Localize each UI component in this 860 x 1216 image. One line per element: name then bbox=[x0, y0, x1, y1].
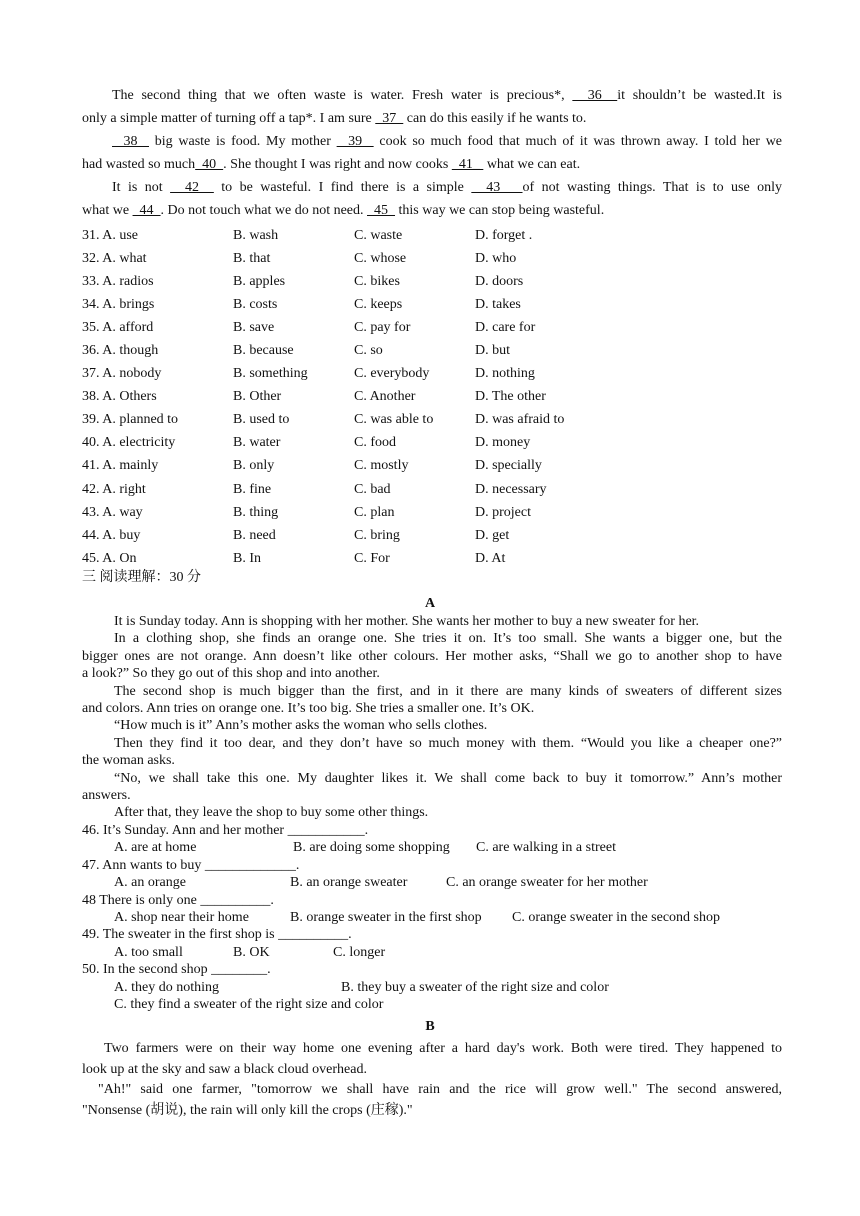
passage-line: After that, they leave the shop to buy some other things. bbox=[114, 805, 429, 821]
passage-line: “How much is it” Ann’s mother asks the woman who sells clothes. bbox=[114, 718, 488, 734]
option-choice: 43. A. way bbox=[82, 504, 143, 520]
passage-b bbox=[82, 1039, 782, 1121]
passage-line: “No, we shall take this one. My daughter likes it. We shall come back to buy it tomorrow.” Ann’s mother bbox=[114, 770, 782, 786]
question-option: A. are at home bbox=[114, 840, 197, 856]
option-choice: 39. A. planned to bbox=[82, 412, 179, 428]
passage-line: answers. bbox=[82, 788, 131, 804]
option-choice: B. thing bbox=[233, 504, 279, 520]
option-choice: C. bad bbox=[354, 481, 391, 497]
option-choice: 33. A. radios bbox=[82, 274, 154, 290]
questions-a bbox=[82, 822, 782, 1013]
passage-line: "Nonsense (胡说), the rain will only kill the crops (庄稼)." bbox=[82, 1102, 413, 1118]
option-choice: 44. A. buy bbox=[82, 527, 141, 543]
question-option: A. an orange bbox=[114, 875, 186, 891]
option-choice: D. At bbox=[475, 550, 506, 566]
passage-line: a look?” So they go out of this shop and into another. bbox=[82, 666, 380, 682]
option-choice: D. forget . bbox=[475, 228, 533, 243]
option-row bbox=[82, 362, 782, 385]
option-choice: 38. A. Others bbox=[82, 389, 157, 405]
cloze-paragraph-3 bbox=[82, 176, 782, 222]
question-option: C. are walking in a street bbox=[476, 840, 616, 856]
option-choice: C. was able to bbox=[354, 412, 434, 428]
question-option: B. an orange sweater bbox=[290, 875, 408, 891]
text-line: It is not 42 to be wasteful. I find there is a simple 43 of not wasting things. That is to use only bbox=[112, 180, 783, 195]
option-choice: C. Another bbox=[354, 389, 416, 405]
option-choice: B. need bbox=[233, 527, 276, 543]
option-choice: 32. A. what bbox=[82, 251, 147, 267]
question-stem: 46. It’s Sunday. Ann and her mother ___________. bbox=[82, 823, 369, 838]
option-choice: B. that bbox=[233, 251, 271, 267]
option-row bbox=[82, 547, 782, 570]
option-choice: C. bikes bbox=[354, 274, 400, 290]
option-row bbox=[82, 501, 782, 524]
option-choice: C. so bbox=[354, 343, 383, 359]
option-choice: D. takes bbox=[475, 297, 521, 313]
option-choice: B. used to bbox=[233, 412, 290, 428]
question-stem: 47. Ann wants to buy _____________. bbox=[82, 857, 300, 873]
blank-38: 38 bbox=[112, 134, 149, 149]
blank-43: 43 bbox=[471, 180, 523, 195]
blank-39: 39 bbox=[336, 134, 374, 149]
question-options bbox=[82, 996, 782, 1013]
option-row bbox=[82, 316, 782, 339]
question-option: C. longer bbox=[333, 944, 386, 960]
option-choice: D. money bbox=[475, 435, 531, 451]
option-choice: C. food bbox=[354, 435, 396, 451]
cloze-paragraph-1 bbox=[82, 84, 782, 130]
option-row bbox=[82, 224, 782, 247]
question-stem: 50. In the second shop ________. bbox=[82, 962, 271, 978]
question-option: C. orange sweater in the second shop bbox=[512, 910, 720, 925]
option-choice: B. costs bbox=[233, 297, 278, 313]
blank-42: 42 bbox=[170, 180, 214, 195]
passage-line: the woman asks. bbox=[82, 753, 175, 769]
option-choice: 45. A. On bbox=[82, 550, 137, 566]
option-row bbox=[82, 524, 782, 547]
option-choice: D. get bbox=[475, 527, 510, 543]
option-choice: D. care for bbox=[475, 320, 536, 336]
question-option: C. they find a sweater of the right size and color bbox=[114, 996, 384, 1012]
option-row bbox=[82, 454, 782, 477]
option-choice: C. For bbox=[354, 550, 390, 566]
passage-line: The second shop is much bigger than the first, and in it there are many kinds of sweaters of different sizes bbox=[114, 683, 782, 699]
option-choice: 36. A. though bbox=[82, 343, 159, 359]
question-options bbox=[82, 909, 782, 926]
option-choice: C. whose bbox=[354, 251, 407, 267]
option-choice: B. only bbox=[233, 458, 275, 474]
blank-40: 40 bbox=[195, 157, 224, 172]
passage-line: Then they find it too dear, and they don’t have so much money with them. “Would you like a cheaper one?” bbox=[114, 735, 782, 751]
option-choice: B. fine bbox=[233, 481, 272, 497]
option-row bbox=[82, 408, 782, 431]
option-choice: D. was afraid to bbox=[475, 412, 565, 428]
option-choice: B. save bbox=[233, 320, 275, 336]
question-options bbox=[82, 979, 782, 996]
option-row bbox=[82, 385, 782, 408]
blank-44: 44 bbox=[132, 203, 161, 218]
option-choice: 37. A. nobody bbox=[82, 366, 162, 382]
option-choice: 31. A. use bbox=[82, 228, 138, 243]
passage-line: bigger ones are not orange. Ann doesn’t like other colours. Her mother asks, “Shall we go to another shop to have bbox=[82, 648, 782, 664]
option-choice: C. pay for bbox=[354, 320, 411, 336]
option-choice: B. water bbox=[233, 435, 281, 451]
option-choice: D. nothing bbox=[475, 366, 535, 382]
text-line: 38 big waste is food. My mother 39 cook so much food that much of it was thrown away. I told her we bbox=[112, 134, 783, 149]
option-choice: C. keeps bbox=[354, 297, 403, 313]
option-row bbox=[82, 270, 782, 293]
question-options bbox=[82, 874, 782, 891]
section-title: 三 阅读理解：30 分 bbox=[82, 570, 201, 585]
option-row bbox=[82, 293, 782, 316]
option-choice: C. waste bbox=[354, 228, 403, 243]
option-choice: B. In bbox=[233, 550, 261, 566]
passage-line: look up at the sky and saw a black cloud overhead. bbox=[82, 1061, 367, 1077]
passage-line: "Ah!" said one farmer, "tomorrow we shall have rain and the rice will grow well." The second answered, bbox=[98, 1082, 782, 1097]
option-row bbox=[82, 339, 782, 362]
option-choice: 35. A. afford bbox=[82, 320, 154, 336]
question-option: B. orange sweater in the first shop bbox=[290, 910, 482, 925]
question-options bbox=[82, 944, 782, 961]
blank-36: 36 bbox=[572, 88, 618, 103]
question-stem: 48 There is only one __________. bbox=[82, 892, 274, 908]
option-choice: D. project bbox=[475, 504, 531, 520]
option-choice: D. but bbox=[475, 343, 510, 359]
passage-a bbox=[82, 613, 782, 822]
option-choice: D. doors bbox=[475, 274, 524, 290]
option-row bbox=[82, 247, 782, 270]
option-choice: B. because bbox=[233, 343, 294, 359]
question-option: B. are doing some shopping bbox=[293, 840, 450, 856]
option-choice: 40. A. electricity bbox=[82, 435, 176, 451]
option-choice: C. everybody bbox=[354, 366, 430, 382]
cloze-paragraph-2 bbox=[82, 130, 782, 176]
question-option: B. they buy a sweater of the right size and color bbox=[341, 979, 609, 995]
question-option: B. OK bbox=[233, 944, 270, 960]
option-choice: B. apples bbox=[233, 274, 286, 290]
passage-line: and colors. Ann tries on orange one. It’s too big. She tries a smaller one. It’s OK. bbox=[82, 701, 535, 717]
option-choice: D. The other bbox=[475, 389, 546, 405]
question-option: A. shop near their home bbox=[114, 910, 249, 925]
option-choice: 34. A. brings bbox=[82, 297, 155, 313]
question-options bbox=[82, 839, 782, 856]
cloze-options bbox=[82, 224, 782, 570]
passage-line: Two farmers were on their way home one evening after a hard day's work. Both were tired. They happened to bbox=[104, 1041, 782, 1056]
option-choice: 41. A. mainly bbox=[82, 458, 159, 474]
option-choice: D. who bbox=[475, 251, 517, 267]
text-line: The second thing that we often waste is water. Fresh water is precious*, 36 it shouldn’t be wasted.It is bbox=[112, 88, 782, 103]
option-choice: B. wash bbox=[233, 228, 279, 243]
option-choice: B. Other bbox=[233, 389, 282, 405]
option-choice: C. plan bbox=[354, 504, 395, 520]
text-line: had wasted so much 40 . She thought I was right and now cooks 41_ what we can eat. bbox=[82, 157, 581, 172]
blank-41: 41_ bbox=[451, 157, 484, 172]
question-option: C. an orange sweater for her mother bbox=[446, 875, 648, 891]
passage-line: In a clothing shop, she finds an orange one. She tries it on. It’s too small. She wants a bigger one, but the bbox=[114, 631, 782, 647]
option-choice: C. bring bbox=[354, 527, 400, 543]
blank-37: 37 bbox=[375, 111, 404, 126]
passage-a-title: A bbox=[424, 596, 436, 611]
blank-45: 45 bbox=[367, 203, 396, 218]
option-row bbox=[82, 431, 782, 454]
option-row bbox=[82, 478, 782, 501]
passage-line: It is Sunday today. Ann is shopping with her mother. She wants her mother to buy a new sweater for her. bbox=[114, 614, 700, 629]
question-stem: 49. The sweater in the first shop is __________. bbox=[82, 927, 352, 943]
option-choice: C. mostly bbox=[354, 458, 409, 474]
question-option: A. they do nothing bbox=[114, 979, 219, 995]
option-choice: B. something bbox=[233, 366, 308, 382]
option-choice: D. specially bbox=[475, 458, 542, 474]
text-line: what we 44 . Do not touch what we do not need. 45 this way we can stop being wasteful. bbox=[82, 203, 605, 218]
option-choice: 42. A. right bbox=[82, 481, 146, 497]
question-option: A. too small bbox=[114, 944, 183, 960]
passage-b-title: B bbox=[425, 1019, 435, 1034]
option-choice: D. necessary bbox=[475, 481, 547, 497]
text-line: only a simple matter of turning off a tap*. I am sure 37 can do this easily if he wants to. bbox=[82, 111, 587, 126]
